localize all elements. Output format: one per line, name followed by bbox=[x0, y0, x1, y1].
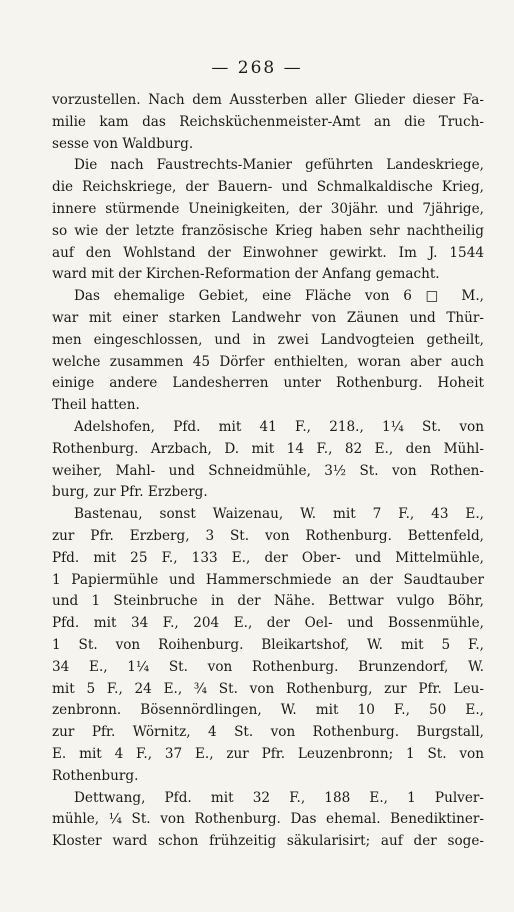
page-number: — 268 — bbox=[211, 58, 303, 78]
text-line: innere stürmende Uneinigkeiten, der 30jähr. und 7jährige, bbox=[52, 200, 484, 217]
text-line: men eingeschlossen, und in zwei Landvogteien getheilt, bbox=[52, 331, 484, 348]
text-line: Pfd. mit 25 F., 133 E., der Ober- und Mittelmühle, bbox=[52, 549, 484, 566]
paragraph bbox=[52, 90, 484, 155]
text-line: vorzustellen. Nach dem Aussterben aller Glieder dieser Fa- bbox=[52, 92, 484, 108]
text-line: burg, zur Pfr. Erzberg. bbox=[52, 484, 208, 501]
text-line: weiher, Mahl- und Schneidmühle, 3½ St. von Rothen- bbox=[52, 462, 484, 479]
text-line: Rothenburg. Arzbach, D. mit 14 F., 82 E., den Mühl- bbox=[52, 440, 484, 457]
text-line: zur Pfr. Wörnitz, 4 St. von Rothenburg. Burgstall, bbox=[52, 724, 484, 741]
text-line: Bastenau, sonst Waizenau, W. mit 7 F., 43 E., bbox=[74, 506, 484, 523]
page-body bbox=[52, 90, 484, 853]
text-line: milie kam das Reichsküchenmeister-Amt an die Truch- bbox=[52, 113, 484, 130]
text-line: zur Pfr. Erzberg, 3 St. von Rothenburg. Bettenfeld, bbox=[52, 527, 484, 544]
text-line: ward mit der Kirchen-Reformation der Anfang gemacht. bbox=[52, 266, 440, 283]
text-line: 34 E., 1¼ St. von Rothenburg. Brunzendorf, W. bbox=[52, 658, 484, 675]
text-line: so wie der letzte französische Krieg haben sehr nachtheilig bbox=[52, 222, 484, 239]
text-line: Pfd. mit 34 F., 204 E., der Oel- und Bossenmühle, bbox=[52, 615, 484, 632]
text-line: 1 Papiermühle und Hammerschmiede an der Saudtauber bbox=[52, 571, 484, 588]
text-line: sesse von Waldburg. bbox=[52, 135, 194, 152]
text-line: welche zusammen 45 Dörfer enthielten, woran aber auch bbox=[52, 353, 484, 370]
text-line: E. mit 4 F., 37 E., zur Pfr. Leuzenbronn; 1 St. von bbox=[52, 745, 484, 762]
text-line: zenbronn. Bösennördlingen, W. mit 10 F., 50 E., bbox=[52, 702, 484, 719]
paragraph bbox=[52, 504, 484, 787]
text-line: Adelshofen, Pfd. mit 41 F., 218., 1¼ St. von bbox=[74, 418, 484, 435]
paragraph bbox=[52, 417, 484, 504]
text-line: und 1 Steinbruche in der Nähe. Bettwar vulgo Böhr, bbox=[52, 593, 484, 610]
text-line: mühle, ¼ St. von Rothenburg. Das ehemal. Benediktiner- bbox=[52, 811, 484, 828]
text-line: Rothenburg. bbox=[52, 767, 139, 784]
paragraph bbox=[52, 788, 484, 853]
text-line: Kloster ward schon frühzeitig säkularisirt; auf der soge- bbox=[52, 833, 484, 850]
text-line: einige andere Landesherren unter Rothenburg. Hoheit bbox=[52, 375, 484, 392]
text-line: Die nach Faustrechts-Manier geführten Landeskriege, bbox=[74, 157, 484, 174]
text-line: war mit einer starken Landwehr von Zäunen und Thür- bbox=[52, 309, 484, 326]
paragraph bbox=[52, 286, 484, 417]
text-line: Das ehemalige Gebiet, eine Fläche von 6 □ M., bbox=[74, 288, 484, 305]
text-line: Theil hatten. bbox=[52, 397, 140, 414]
text-line: mit 5 F., 24 E., ¾ St. von Rothenburg, zur Pfr. Leu- bbox=[52, 680, 484, 697]
text-line: Dettwang, Pfd. mit 32 F., 188 E., 1 Pulver- bbox=[74, 789, 484, 806]
text-line: die Reichskriege, der Bauern- und Schmalkaldische Krieg, bbox=[52, 179, 484, 196]
text-line: auf den Wohlstand der Einwohner gewirkt. Im J. 1544 bbox=[52, 244, 484, 261]
paragraph bbox=[52, 155, 484, 286]
text-line: 1 St. von Roihenburg. Bleikartshof, W. mit 5 F., bbox=[52, 636, 484, 653]
